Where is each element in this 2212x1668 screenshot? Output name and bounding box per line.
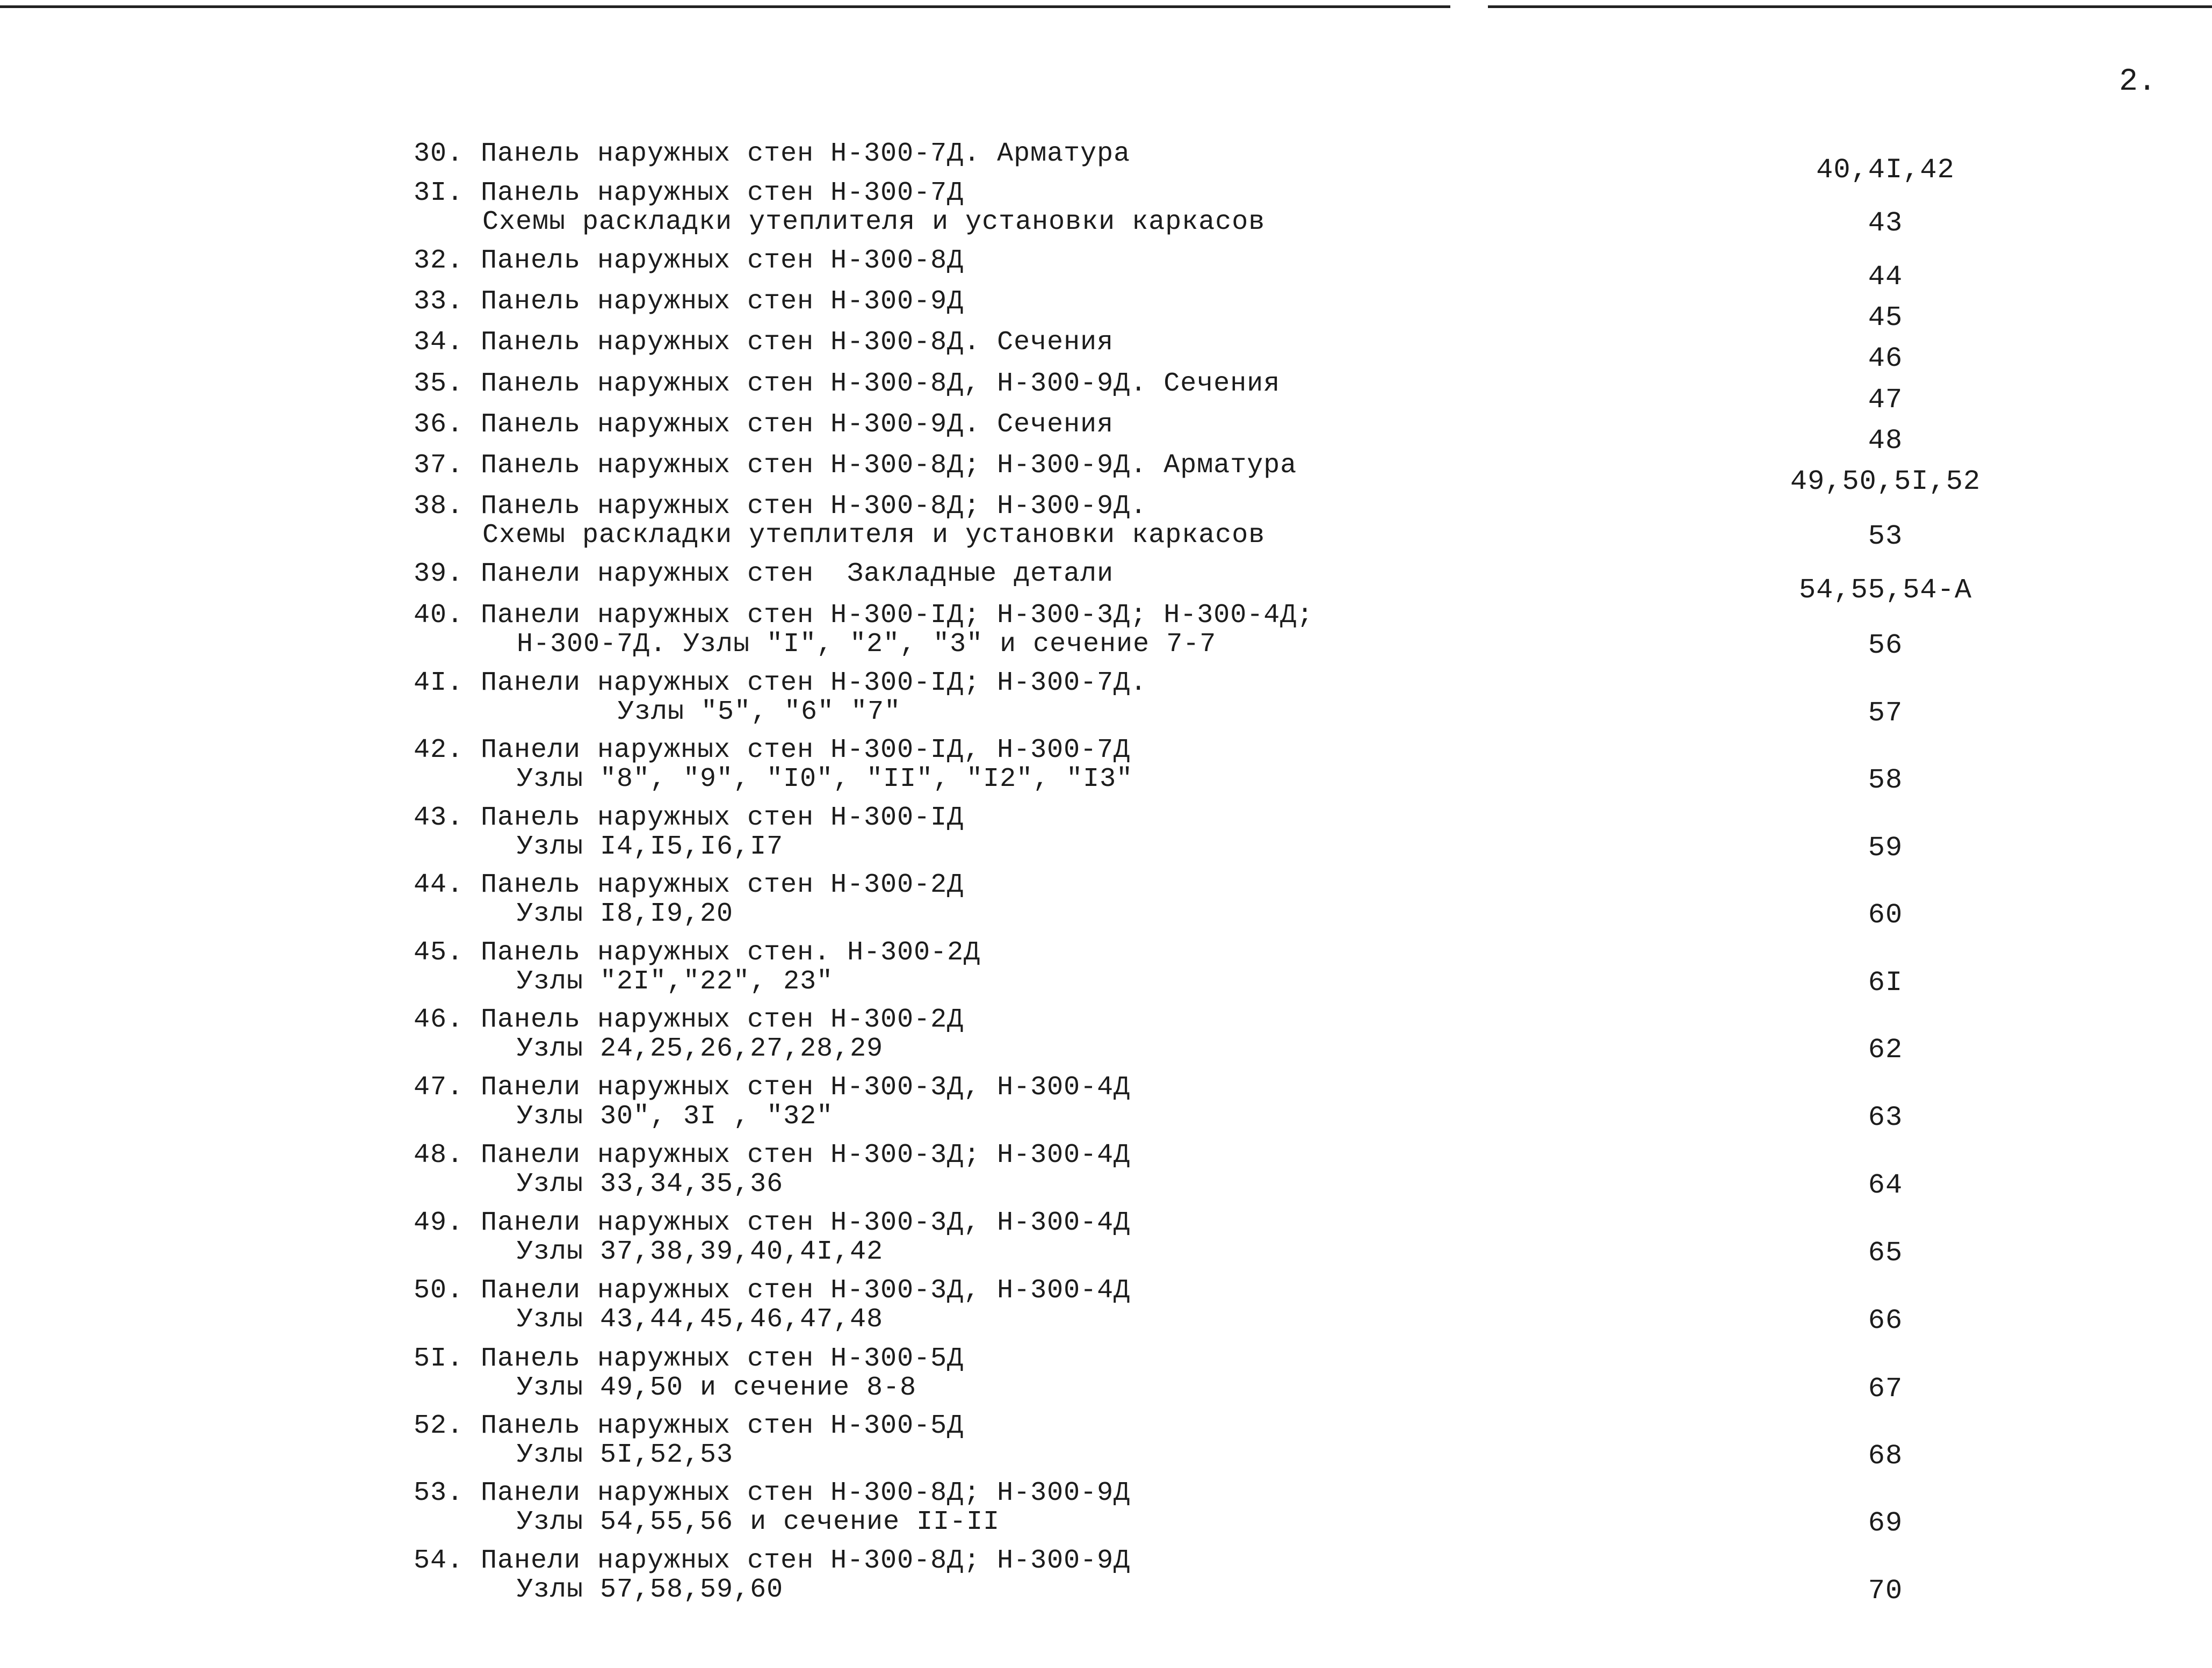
entry-title: Панели наружных стен Н-300-IД; Н-300-7Д. <box>481 668 1147 698</box>
toc-entry <box>414 370 1280 399</box>
toc-entry <box>414 736 1133 794</box>
entry-title: Панель наружных стен Н-300-9Д <box>481 286 964 317</box>
entry-number: 40. <box>414 600 464 631</box>
entry-title: Панель наружных стен Н-300-8Д <box>481 245 964 276</box>
entry-number: 44. <box>414 870 464 900</box>
entry-number: 3I. <box>414 178 464 208</box>
entry-title: Панель наружных стен Н-300-8Д; Н-300-9Д. <box>481 491 1147 522</box>
entry-title: Панели наружных стен Н-300-3Д, Н-300-4Д <box>481 1072 1131 1103</box>
entry-pages: 44 <box>1868 261 1903 293</box>
entry-title-line <box>414 1141 1130 1170</box>
entry-subtitle: Узлы 30", 3I , "32" <box>517 1101 834 1132</box>
toc-entry <box>414 1209 1130 1267</box>
entry-title-line <box>414 451 1297 480</box>
toc-entry <box>414 451 1297 480</box>
entry-title-line <box>414 938 980 967</box>
entry-number: 45. <box>414 937 464 968</box>
entry-pages: 59 <box>1868 832 1903 864</box>
entry-title: Панели наружных стен Н-300-3Д, Н-300-4Д <box>481 1275 1131 1306</box>
entry-pages: 57 <box>1868 697 1903 729</box>
entry-pages: 66 <box>1868 1305 1903 1337</box>
entry-pages: 43 <box>1868 207 1903 239</box>
entry-title-line <box>414 140 1130 169</box>
entry-title: Панель наружных стен Н-300-7Д <box>481 178 964 208</box>
entry-subtitle: Узлы "2I","22", 23" <box>517 966 834 997</box>
toc-entry <box>414 287 964 316</box>
toc-entry <box>414 140 1130 169</box>
toc-entry <box>414 669 1147 727</box>
entry-pages: 62 <box>1868 1034 1903 1066</box>
entry-title: Панель наружных стен Н-300-9Д. Сечения <box>481 409 1114 440</box>
entry-number: 5I. <box>414 1344 464 1374</box>
entry-pages: 56 <box>1868 630 1903 661</box>
entry-number: 43. <box>414 803 464 833</box>
entry-title: Панель наружных стен Н-300-5Д <box>481 1344 964 1374</box>
entry-title-line <box>414 247 964 276</box>
toc-entry <box>414 1276 1130 1334</box>
entry-pages: 49,50,5I,52 <box>1790 466 1981 497</box>
entry-pages: 68 <box>1868 1440 1903 1472</box>
toc-entry <box>414 1141 1130 1199</box>
entry-subtitle: Узлы 57,58,59,60 <box>517 1575 784 1605</box>
entry-title-line <box>414 601 1313 630</box>
toc-entry <box>414 1479 1130 1537</box>
entry-subtitle: Н-300-7Д. Узлы "I", "2", "3" и сечение 7-7 <box>517 629 1217 660</box>
entry-number: 32. <box>414 245 464 276</box>
toc-entry <box>414 1345 964 1403</box>
entry-title-line <box>414 871 964 900</box>
entry-number: 50. <box>414 1275 464 1306</box>
entry-subtitle: Узлы "5", "6" "7" <box>618 697 901 727</box>
entry-title-line <box>414 328 1114 357</box>
entry-title: Панели наружных стен Н-300-3Д, Н-300-4Д <box>481 1208 1131 1238</box>
entry-pages: 47 <box>1868 384 1903 416</box>
entry-title-line <box>414 669 1147 698</box>
toc-entry <box>414 1073 1130 1131</box>
entry-number: 46. <box>414 1005 464 1035</box>
entry-title-line <box>414 1209 1130 1238</box>
entry-title-line <box>414 804 964 833</box>
entry-subtitle: Узлы 33,34,35,36 <box>517 1169 784 1200</box>
entry-title: Панель наружных стен Н-300-2Д <box>481 870 964 900</box>
entry-subtitle: Узлы 24,25,26,27,28,29 <box>517 1034 884 1064</box>
toc-entry <box>414 179 1265 237</box>
entry-title-line <box>414 410 1114 439</box>
entry-pages: 45 <box>1868 302 1903 334</box>
entry-number: 42. <box>414 735 464 766</box>
entry-pages: 64 <box>1868 1169 1903 1201</box>
toc-entry <box>414 247 964 276</box>
entry-number: 35. <box>414 369 464 399</box>
toc-entry <box>414 601 1313 659</box>
entry-title: Панель наружных стен Н-300-2Д <box>481 1005 964 1035</box>
entry-title-line <box>414 1276 1130 1305</box>
entry-title: Панель наружных стен Н-300-7Д. Арматура <box>481 139 1131 169</box>
entry-title: Панель наружных стен Н-300-IД <box>481 803 964 833</box>
entry-title-line <box>414 1006 964 1035</box>
entry-title-line <box>414 736 1133 765</box>
entry-title: Панели наружных стен Н-300-IД; Н-300-3Д; Н-300-4Д; <box>481 600 1314 631</box>
entry-pages: 54,55,54-А <box>1798 574 1972 606</box>
entry-number: 37. <box>414 450 464 481</box>
entry-title: Панель наружных стен Н-300-5Д <box>481 1411 964 1441</box>
toc-entry <box>414 560 1114 589</box>
toc-entry <box>414 871 964 929</box>
entry-subtitle: Узлы 37,38,39,40,4I,42 <box>517 1237 884 1267</box>
entry-title: Панель наружных стен Н-300-8Д; Н-300-9Д. Арматура <box>481 450 1297 481</box>
entry-subtitle: Узлы "8", "9", "I0", "II", "I2", "I3" <box>517 764 1133 795</box>
toc-entry <box>414 804 964 862</box>
entry-title-line <box>414 1547 1130 1576</box>
entry-title: Панели наружных стен Закладные детали <box>481 559 1114 589</box>
entry-title: Панели наружных стен Н-300-8Д; Н-300-9Д <box>481 1478 1131 1508</box>
entry-title-line <box>414 1073 1130 1102</box>
entry-number: 4I. <box>414 668 464 698</box>
entry-pages: 60 <box>1868 899 1903 931</box>
entry-title-line <box>414 179 1265 208</box>
entry-number: 34. <box>414 327 464 358</box>
top-border-line <box>0 5 1450 8</box>
toc-entry <box>414 328 1114 357</box>
entry-title-line <box>414 1479 1130 1508</box>
entry-pages: 63 <box>1868 1102 1903 1133</box>
entry-title-line <box>414 370 1280 399</box>
toc-entry <box>414 410 1114 439</box>
entry-subtitle: Узлы 5I,52,53 <box>517 1440 734 1470</box>
entry-title: Панель наружных стен. Н-300-2Д <box>481 937 981 968</box>
entry-pages: 70 <box>1868 1575 1903 1607</box>
entry-pages: 48 <box>1868 425 1903 457</box>
entry-number: 36. <box>414 409 464 440</box>
entry-title: Панель наружных стен Н-300-8Д. Сечения <box>481 327 1114 358</box>
entry-pages: 6I <box>1868 967 1903 999</box>
entry-title-line <box>414 560 1114 589</box>
entry-title: Панели наружных стен Н-300-IД, Н-300-7Д <box>481 735 1131 766</box>
entry-title: Панель наружных стен Н-300-8Д, Н-300-9Д. Сечения <box>481 369 1281 399</box>
entry-subtitle: Узлы 54,55,56 и сечение II-II <box>517 1507 1000 1537</box>
entry-title-line <box>414 287 964 316</box>
entry-number: 49. <box>414 1208 464 1238</box>
entry-subtitle: Узлы I4,I5,I6,I7 <box>517 832 784 862</box>
entry-number: 33. <box>414 286 464 317</box>
entry-pages: 58 <box>1868 764 1903 796</box>
entry-subtitle: Узлы I8,I9,20 <box>517 899 734 929</box>
toc-entry <box>414 1412 964 1470</box>
entry-subtitle: Схемы раскладки утеплителя и установки каркасов <box>482 520 1266 551</box>
entry-number: 52. <box>414 1411 464 1441</box>
entry-pages: 46 <box>1868 343 1903 374</box>
entry-title-line <box>414 492 1265 521</box>
entry-pages: 65 <box>1868 1237 1903 1269</box>
toc-entry <box>414 492 1265 550</box>
entry-pages: 53 <box>1868 521 1903 552</box>
toc-entry <box>414 938 980 997</box>
top-border-line <box>1488 5 2212 8</box>
entry-pages: 67 <box>1868 1373 1903 1405</box>
entry-number: 47. <box>414 1072 464 1103</box>
entry-number: 38. <box>414 491 464 522</box>
entry-number: 39. <box>414 559 464 589</box>
entry-number: 48. <box>414 1140 464 1171</box>
toc-entry <box>414 1006 964 1064</box>
entry-title-line <box>414 1345 964 1374</box>
entry-title-line <box>414 1412 964 1441</box>
entry-subtitle: Узлы 49,50 и сечение 8-8 <box>517 1373 917 1403</box>
toc-entry <box>414 1547 1130 1605</box>
entry-title: Панели наружных стен Н-300-8Д; Н-300-9Д <box>481 1546 1131 1576</box>
entry-number: 53. <box>414 1478 464 1508</box>
entry-number: 54. <box>414 1546 464 1576</box>
page-number: 2. <box>2119 64 2157 99</box>
entry-subtitle: Схемы раскладки утеплителя и установки каркасов <box>482 207 1266 237</box>
entry-pages: 69 <box>1868 1507 1903 1539</box>
entry-number: 30. <box>414 139 464 169</box>
entry-subtitle: Узлы 43,44,45,46,47,48 <box>517 1304 884 1335</box>
entry-title: Панели наружных стен Н-300-3Д; Н-300-4Д <box>481 1140 1131 1171</box>
entry-pages: 40,4I,42 <box>1816 154 1955 186</box>
